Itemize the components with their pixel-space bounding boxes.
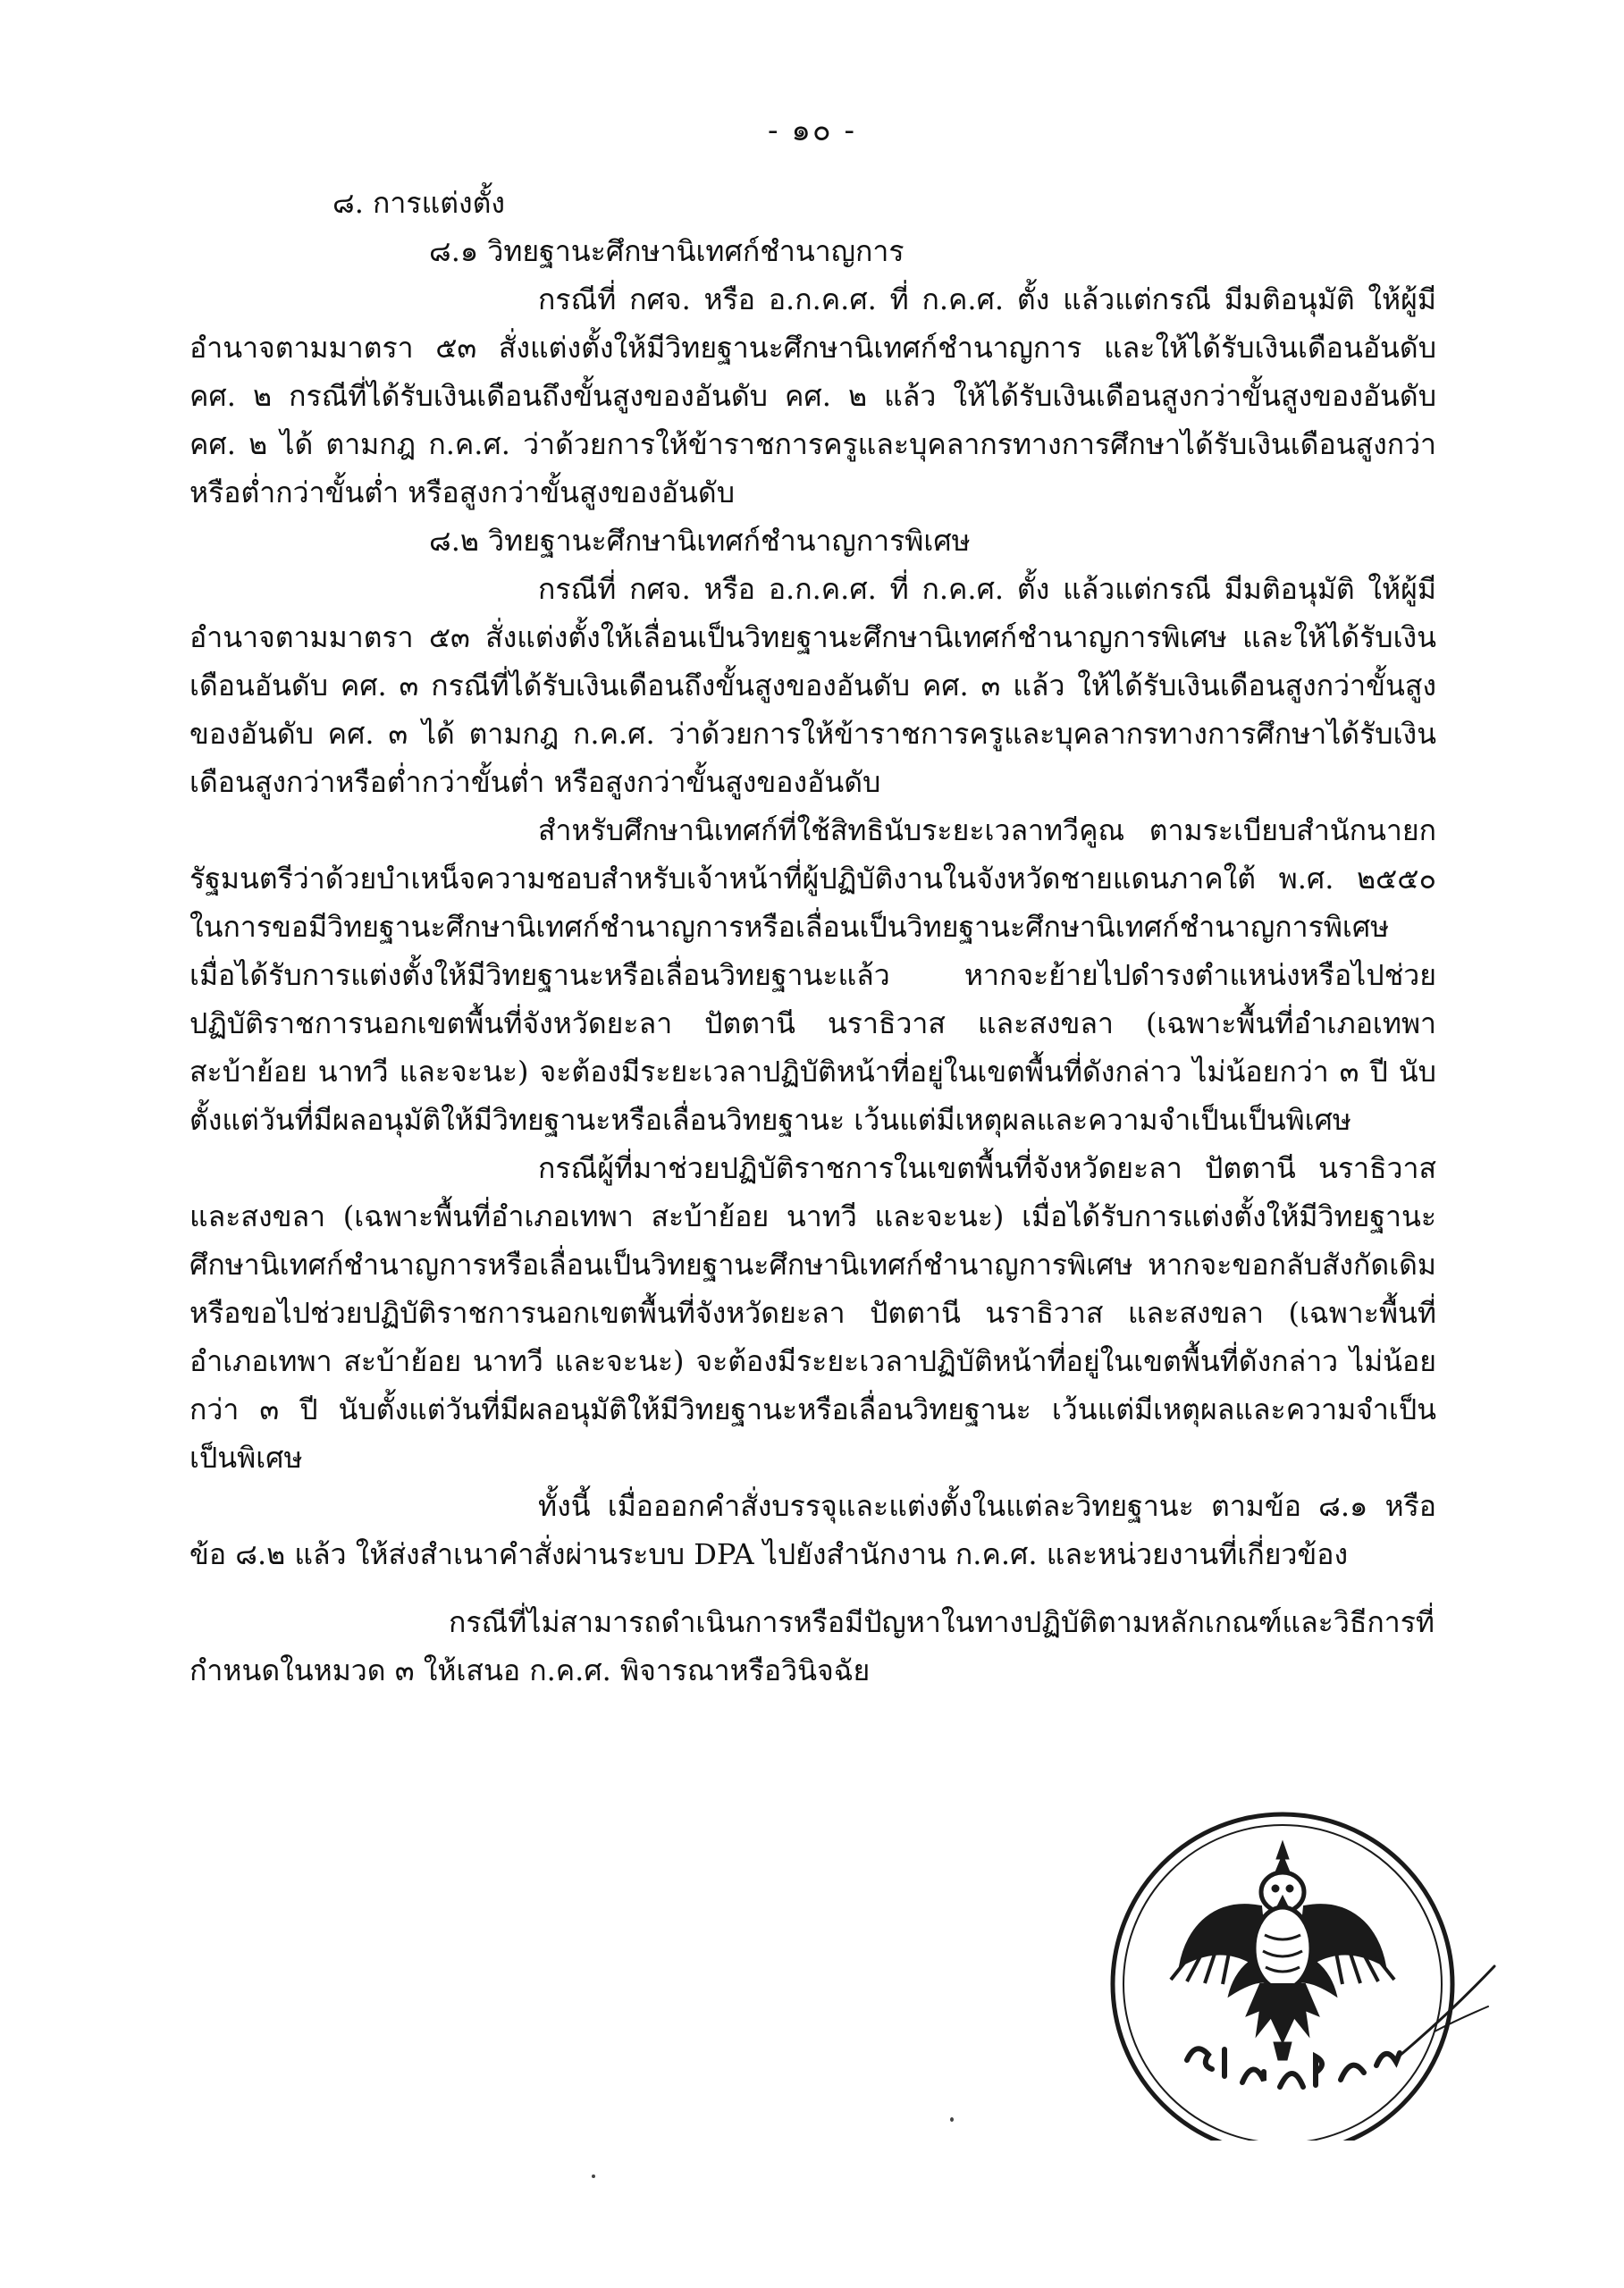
signature-stroke xyxy=(1394,1966,1494,2060)
section-8-2-border-area-paragraph: สำหรับศึกษานิเทศก์ที่ใช้สิทธินับระยะเวลาทวีคูณ ตามระเบียบสำนักนายกรัฐมนตรีว่าด้วยบำเหน็จความชอบสำหรับเจ้าหน้าที่ผู้ปฏิบัติงานในจังหวัดชายแดนภาคใต้ พ.ศ. ๒๕๕๐ ในการขอมีวิทยฐานะศึกษานิเทศก์ชำนาญการหรือเลื่อนเป็นวิทยฐานะศึกษานิเทศก์ชำนาญการพิเศษ เมื่อได้รับการแต่งตั้งให้มีวิทยฐานะหรือเลื่อนวิทยฐานะแล้ว หากจะย้ายไปดำรงตำแหน่งหรือไปช่วยปฏิบัติราชการนอกเขตพื้นที่จังหวัดยะลา ปัตตานี นราธิวาส และสงขลา (เฉพาะพื้นที่อำเภอเทพา สะบ้าย้อย นาทวี และจะนะ) จะต้องมีระยะเวลาปฏิบัติหน้าที่อยู่ในเขตพื้นที่ดังกล่าว ไม่น้อยกว่า ๓ ปี นับตั้งแต่วันที่มีผลอนุมัติให้มีวิทยฐานะหรือเลื่อนวิทยฐานะ เว้นแต่มีเหตุผลและความจำเป็นเป็นพิเศษ xyxy=(189,813,1436,1137)
section-8-1-title: ๘.๑ วิทยฐานะศึกษานิเทศก์ชำนาญการ xyxy=(429,234,905,268)
section-8-title: ๘. การแต่งตั้ง xyxy=(332,186,505,220)
section-8-2-paragraph: กรณีที่ กศจ. หรือ อ.ก.ค.ศ. ที่ ก.ค.ศ. ตั้ง แล้วแต่กรณี มีมติอนุมัติ ให้ผู้มีอำนาจตามมาตรา ๕๓ สั่งแต่งตั้งให้เลื่อนเป็นวิทยฐานะศึกษานิเทศก์ชำนาญการพิเศษ และให้ได้รับเงินเดือนอันดับ คศ. ๓ กรณีที่ได้รับเงินเดือนถึงขั้นสูงของอันดับ คศ. ๓ แล้ว ให้ได้รับเงินเดือนสูงกว่าขั้นสูงของอันดับ คศ. ๓ ได้ ตามกฎ ก.ค.ศ. ว่าด้วยการให้ข้าราชการครูและบุคลากรทางการศึกษาได้รับเงินเดือนสูงกว่าหรือต่ำกว่าขั้นต่ำ หรือสูงกว่าขั้นสูงของอันดับ xyxy=(189,572,1436,799)
seal-lettering xyxy=(1187,2048,1400,2087)
section-8-2-title: ๘.๒ วิทยฐานะศึกษานิเทศก์ชำนาญการพิเศษ xyxy=(429,524,971,558)
scan-speck xyxy=(950,2117,954,2122)
office-seal-stamp xyxy=(1081,1792,1502,2141)
section-8-2-assistance-paragraph: กรณีผู้ที่มาช่วยปฏิบัติราชการในเขตพื้นที่จังหวัดยะลา ปัตตานี นราธิวาส และสงขลา (เฉพาะพื้นที่อำเภอเทพา สะบ้าย้อย นาทวี และจะนะ) เมื่อได้รับการแต่งตั้งให้มีวิทยฐานะศึกษานิเทศก์ชำนาญการหรือเลื่อนเป็นวิทยฐานะศึกษานิเทศก์ชำนาญการพิเศษ หากจะขอกลับสังกัดเดิมหรือขอไปช่วยปฏิบัติราชการนอกเขตพื้นที่จังหวัดยะลา ปัตตานี นราธิวาส และสงขลา (เฉพาะพื้นที่อำเภอเทพา สะบ้าย้อย นาทวี และจะนะ) จะต้องมีระยะเวลาปฏิบัติหน้าที่อยู่ในเขตพื้นที่ดังกล่าว ไม่น้อยกว่า ๓ ปี นับตั้งแต่วันที่มีผลอนุมัติให้มีวิทยฐานะหรือเลื่อนวิทยฐานะ เว้นแต่มีเหตุผลและความจำเป็นเป็นพิเศษ xyxy=(189,1151,1436,1475)
section-8-1-paragraph: กรณีที่ กศจ. หรือ อ.ก.ค.ศ. ที่ ก.ค.ศ. ตั้ง แล้วแต่กรณี มีมติอนุมัติ ให้ผู้มีอำนาจตามมาตรา ๕๓ สั่งแต่งตั้งให้มีวิทยฐานะศึกษานิเทศก์ชำนาญการ และให้ได้รับเงินเดือนอันดับ คศ. ๒ กรณีที่ได้รับเงินเดือนถึงขั้นสูงของอันดับ คศ. ๒ แล้ว ให้ได้รับเงินเดือนสูงกว่าขั้นสูงของอันดับ คศ. ๒ ได้ ตามกฎ ก.ค.ศ. ว่าด้วยการให้ข้าราชการครูและบุคลากรทางการศึกษาได้รับเงินเดือนสูงกว่าหรือต่ำกว่าขั้นต่ำ หรือสูงกว่าขั้นสูงของอันดับ xyxy=(189,282,1436,509)
document-body xyxy=(189,179,1436,1695)
scan-speck xyxy=(592,2174,595,2178)
section-8-2-dpa-paragraph: ทั้งนี้ เมื่อออกคำสั่งบรรจุและแต่งตั้งในแต่ละวิทยฐานะ ตามข้อ ๘.๑ หรือข้อ ๘.๒ แล้ว ให้ส่งสำเนาคำสั่งผ่านระบบ DPA ไปยังสำนักงาน ก.ค.ศ. และหน่วยงานที่เกี่ยวข้อง xyxy=(189,1489,1436,1571)
page-number: - ๑๐ - xyxy=(768,113,856,148)
closing-paragraph: กรณีที่ไม่สามารถดำเนินการหรือมีปัญหาในทางปฏิบัติตามหลักเกณฑ์และวิธีการที่กำหนดในหมวด ๓ ให้เสนอ ก.ค.ศ. พิจารณาหรือวินิจฉัย xyxy=(189,1605,1435,1687)
paragraph-gap xyxy=(189,1578,1436,1598)
garuda-emblem xyxy=(1171,1841,1394,2060)
